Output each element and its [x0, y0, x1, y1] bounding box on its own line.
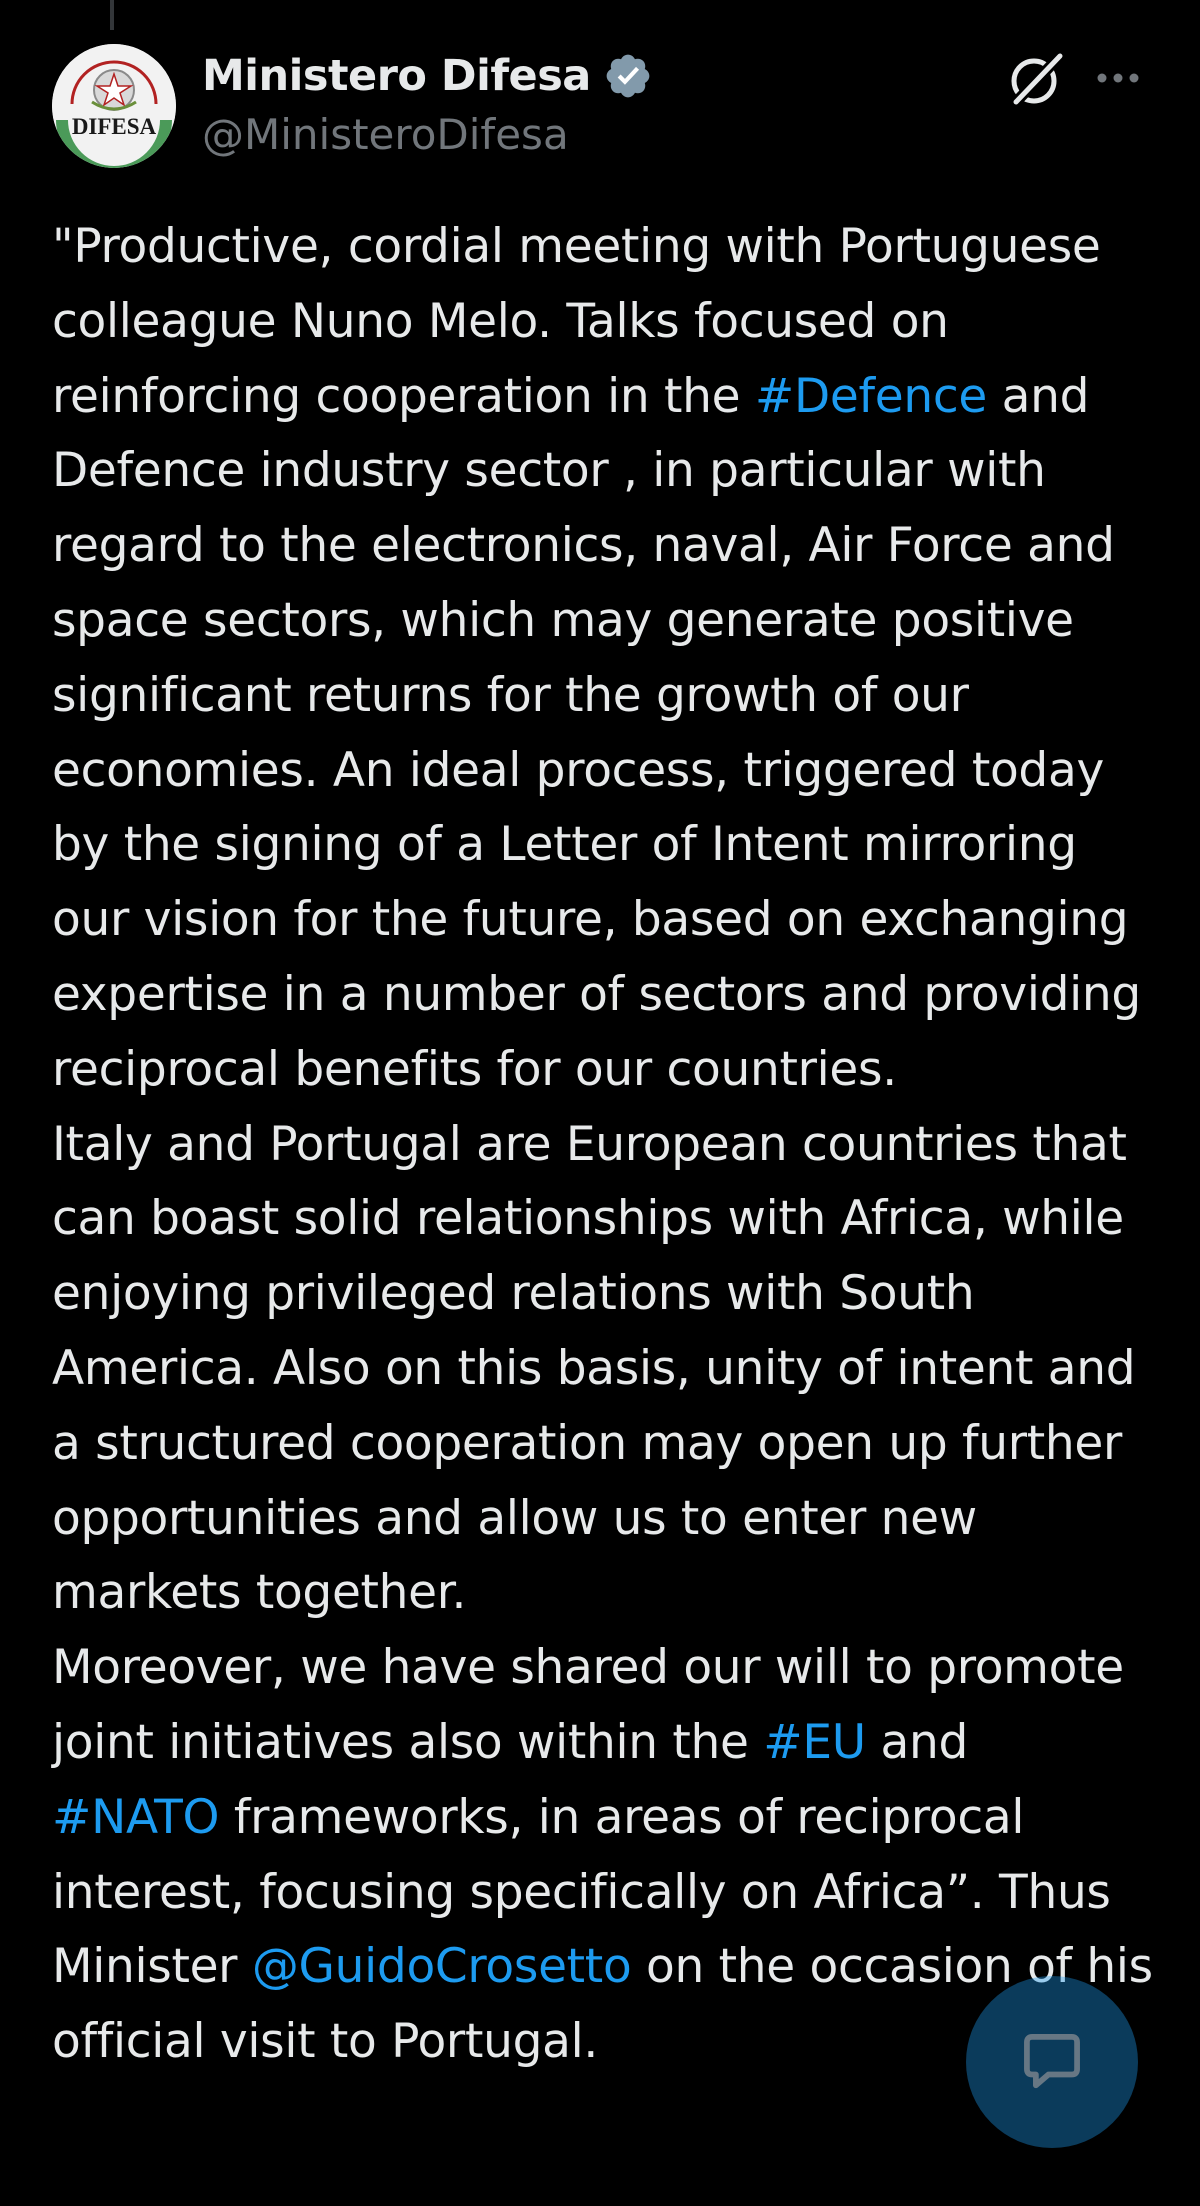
reply-compose-icon	[1009, 2019, 1095, 2105]
author-handle[interactable]: @MinisteroDifesa	[202, 110, 569, 159]
hashtag-eu-link[interactable]: #EU	[763, 1714, 866, 1770]
emblem-icon	[52, 44, 176, 168]
post-text-part-1: "Productive, cordial meeting with Portuguese colleague Nuno Melo. Talks focused on reinforcing cooperation in the	[52, 219, 1101, 424]
post-text	[52, 210, 1160, 2080]
post-text-part-4: frameworks, in areas of reciprocal interest, focusing specifically on Africa”. Thus Minister	[52, 1789, 1111, 1995]
avatar-label: DIFESA	[71, 114, 157, 139]
post-text-part-2: and Defence industry sector , in particular with regard to the electronics, naval, Air Force and space sectors, which may generate positive significant returns for the growth of our economies. An ideal process, triggered today by the signing of a Letter of Intent mirroring our vision for the future, based on exchanging expertise in a number of sectors and providing reciprocal benefits for our countries. Italy and Portugal are European countries that can boast solid relationships with Africa, while enjoying privileged relations with South America. Also on this basis, unity of intent and a structured cooperation may open up further opportunities and allow us to enter new markets together. Moreover, we have shared our will to promote joint initiatives also within the	[52, 368, 1141, 1770]
grok-icon[interactable]	[1006, 48, 1068, 110]
hashtag-nato-link[interactable]: #NATO	[52, 1789, 220, 1845]
more-options-icon[interactable]	[1093, 58, 1143, 98]
hashtag-defence-link[interactable]: #Defence	[754, 368, 987, 424]
author-display-name[interactable]: Ministero Difesa	[202, 51, 591, 101]
post-text-part-5: on the occasion of his official visit to Portugal.	[52, 1939, 1153, 2070]
avatar[interactable]	[52, 44, 176, 168]
mention-guidocrosetto-link[interactable]: @GuidoCrosetto	[251, 1939, 632, 1995]
verified-badge-icon[interactable]	[603, 51, 653, 101]
post-text-part-3: and	[880, 1714, 969, 1770]
compose-reply-button[interactable]	[966, 1976, 1138, 2148]
author-name-row	[202, 48, 653, 104]
thread-connector-line	[110, 0, 114, 30]
